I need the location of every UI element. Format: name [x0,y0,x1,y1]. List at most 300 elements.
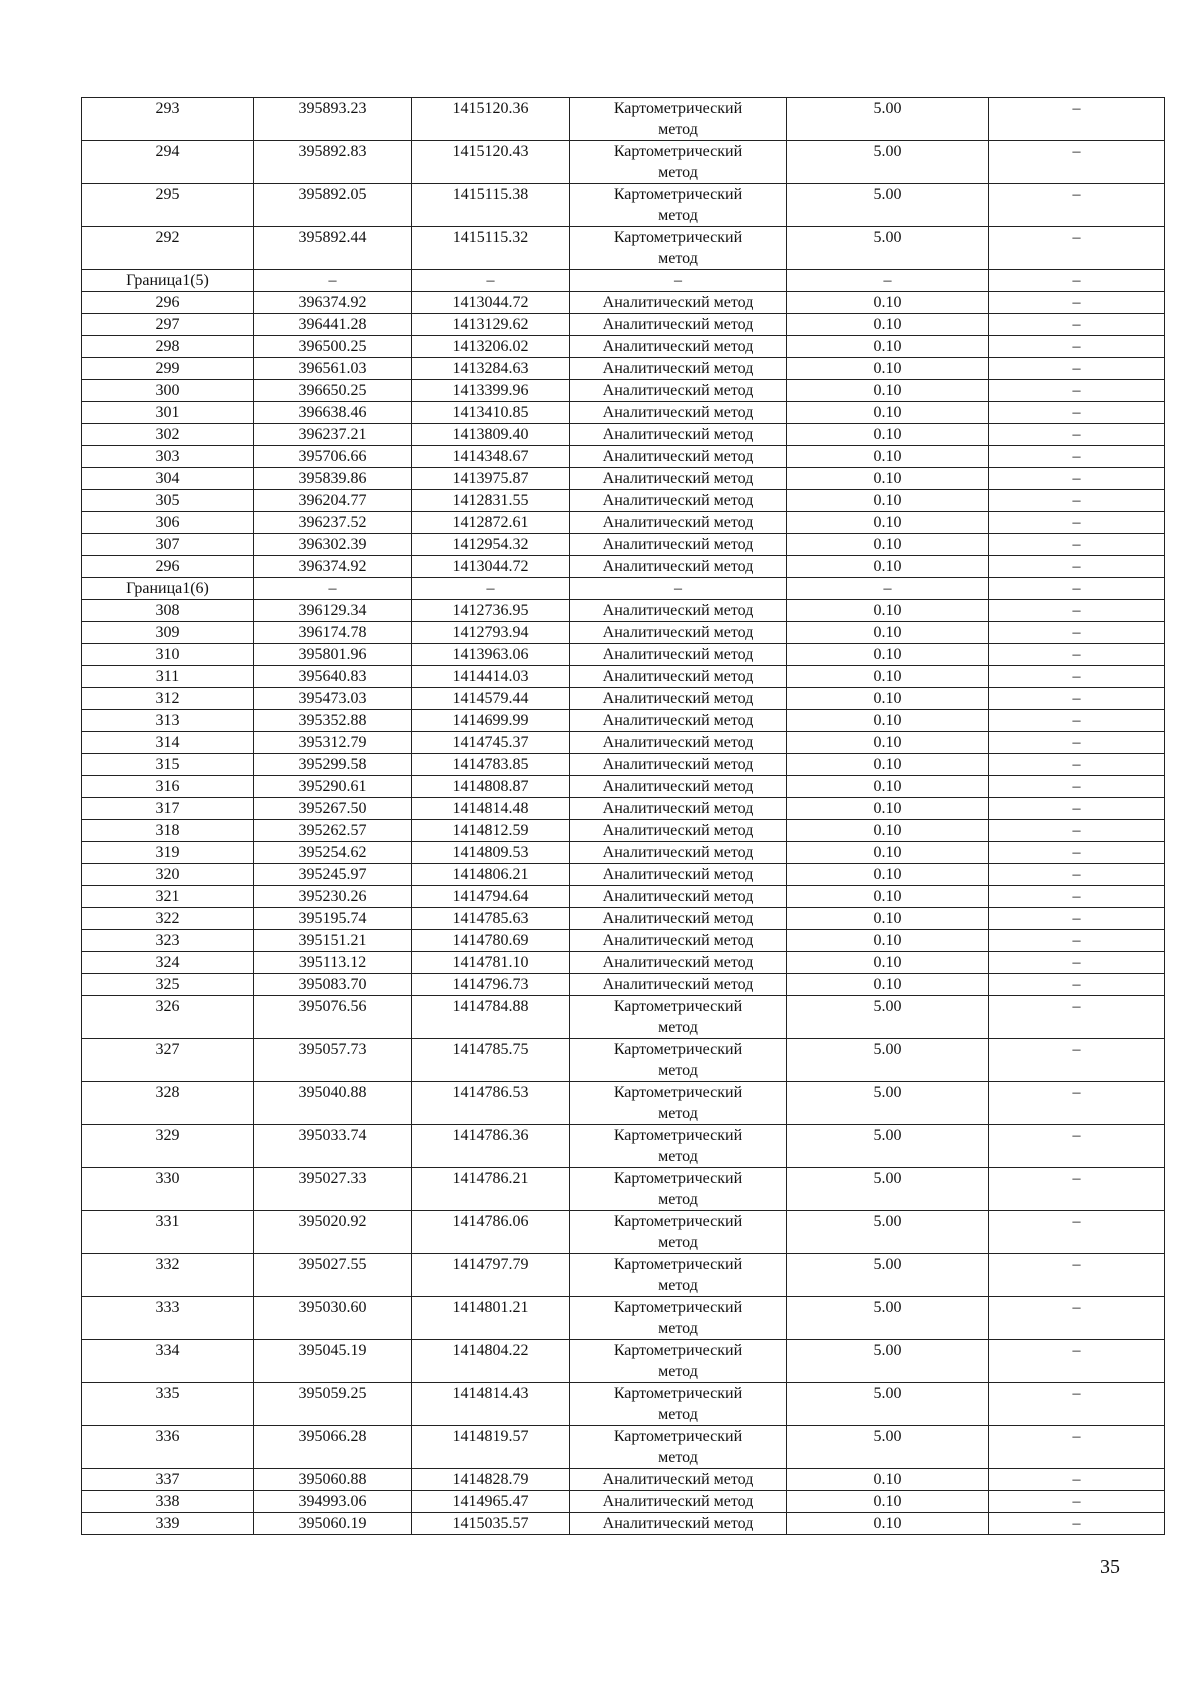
point-number-cell: 325 [82,974,254,996]
point-number-cell: 330 [82,1168,254,1211]
description-cell: – [989,1426,1165,1469]
x-coordinate-cell: 396204.77 [254,490,412,512]
point-number-cell: Граница1(5) [82,270,254,292]
x-coordinate-cell: 396302.39 [254,534,412,556]
y-coordinate-cell: 1412872.61 [412,512,570,534]
y-coordinate-cell: 1413975.87 [412,468,570,490]
x-coordinate-cell: 395299.58 [254,754,412,776]
table-row [82,402,1165,424]
y-coordinate-cell: 1414809.53 [412,842,570,864]
description-cell: – [989,710,1165,732]
point-number-cell: 332 [82,1254,254,1297]
method-cell: Аналитический метод [570,446,787,468]
y-coordinate-cell: 1414794.64 [412,886,570,908]
method-cell: Аналитический метод [570,864,787,886]
accuracy-cell: 5.00 [787,98,989,141]
description-cell: – [989,1297,1165,1340]
point-number-cell: 337 [82,1469,254,1491]
y-coordinate-cell: 1414780.69 [412,930,570,952]
x-coordinate-cell: 396374.92 [254,556,412,578]
accuracy-cell: 0.10 [787,864,989,886]
x-coordinate-cell: 396174.78 [254,622,412,644]
method-cell: Картометрический метод [570,1426,787,1469]
x-coordinate-cell: 396237.21 [254,424,412,446]
description-cell: – [989,1383,1165,1426]
x-coordinate-cell: 395060.19 [254,1513,412,1535]
method-cell: Аналитический метод [570,820,787,842]
point-number-cell: 313 [82,710,254,732]
point-number-cell: 320 [82,864,254,886]
table-row [82,1426,1165,1469]
accuracy-cell: 5.00 [787,1125,989,1168]
table-row [82,358,1165,380]
page-number: 35 [1100,1556,1120,1578]
accuracy-cell: 5.00 [787,227,989,270]
y-coordinate-cell: 1415115.38 [412,184,570,227]
method-cell: Картометрический метод [570,227,787,270]
table-row [82,1513,1165,1535]
table-row [82,1082,1165,1125]
x-coordinate-cell: 395040.88 [254,1082,412,1125]
method-cell: Картометрический метод [570,1168,787,1211]
y-coordinate-cell: 1413410.85 [412,402,570,424]
x-coordinate-cell: 395083.70 [254,974,412,996]
description-cell: – [989,1469,1165,1491]
table-row [82,578,1165,600]
x-coordinate-cell: 396650.25 [254,380,412,402]
description-cell: – [989,1513,1165,1535]
accuracy-cell: 0.10 [787,512,989,534]
table-row [82,820,1165,842]
y-coordinate-cell: 1414414.03 [412,666,570,688]
method-cell: Аналитический метод [570,886,787,908]
x-coordinate-cell: 395151.21 [254,930,412,952]
y-coordinate-cell: 1412831.55 [412,490,570,512]
method-cell: Аналитический метод [570,512,787,534]
method-cell: Аналитический метод [570,908,787,930]
x-coordinate-cell: 395027.55 [254,1254,412,1297]
description-cell: – [989,446,1165,468]
accuracy-cell: 0.10 [787,358,989,380]
method-cell: Картометрический метод [570,1211,787,1254]
x-coordinate-cell: 395113.12 [254,952,412,974]
method-cell: Аналитический метод [570,556,787,578]
method-cell: Аналитический метод [570,842,787,864]
x-coordinate-cell: 395352.88 [254,710,412,732]
accuracy-cell: 0.10 [787,622,989,644]
description-cell: – [989,864,1165,886]
description-cell: – [989,98,1165,141]
y-coordinate-cell: 1413206.02 [412,336,570,358]
point-number-cell: 305 [82,490,254,512]
table-row [82,446,1165,468]
y-coordinate-cell: 1412736.95 [412,600,570,622]
table-row [82,908,1165,930]
description-cell: – [989,600,1165,622]
table-row [82,864,1165,886]
x-coordinate-cell: 395027.33 [254,1168,412,1211]
point-number-cell: 304 [82,468,254,490]
description-cell: – [989,996,1165,1039]
table-row [82,534,1165,556]
y-coordinate-cell: 1414745.37 [412,732,570,754]
y-coordinate-cell: 1414796.73 [412,974,570,996]
accuracy-cell: 0.10 [787,798,989,820]
y-coordinate-cell: 1414348.67 [412,446,570,468]
x-coordinate-cell: 395892.05 [254,184,412,227]
point-number-cell: 301 [82,402,254,424]
description-cell: – [989,908,1165,930]
point-number-cell: 303 [82,446,254,468]
accuracy-cell: 5.00 [787,1039,989,1082]
method-cell: Аналитический метод [570,798,787,820]
description-cell: – [989,952,1165,974]
x-coordinate-cell: 396237.52 [254,512,412,534]
point-number-cell: 326 [82,996,254,1039]
method-cell: Аналитический метод [570,336,787,358]
method-cell: Аналитический метод [570,1491,787,1513]
accuracy-cell: 0.10 [787,292,989,314]
accuracy-cell: 0.10 [787,600,989,622]
y-coordinate-cell: 1414786.36 [412,1125,570,1168]
x-coordinate-cell: 395057.73 [254,1039,412,1082]
table-row [82,754,1165,776]
method-cell: Картометрический метод [570,1383,787,1426]
method-cell: Аналитический метод [570,710,787,732]
accuracy-cell: 0.10 [787,908,989,930]
table-row [82,1168,1165,1211]
point-number-cell: 319 [82,842,254,864]
point-number-cell: 335 [82,1383,254,1426]
x-coordinate-cell: 395030.60 [254,1297,412,1340]
point-number-cell: 322 [82,908,254,930]
method-cell: Аналитический метод [570,424,787,446]
point-number-cell: 296 [82,556,254,578]
point-number-cell: 308 [82,600,254,622]
point-number-cell: 310 [82,644,254,666]
accuracy-cell: 5.00 [787,1426,989,1469]
description-cell: – [989,402,1165,424]
method-cell: – [570,578,787,600]
table-row [82,600,1165,622]
point-number-cell: 306 [82,512,254,534]
method-cell: Аналитический метод [570,358,787,380]
description-cell: – [989,622,1165,644]
description-cell: – [989,1491,1165,1513]
x-coordinate-cell: 396441.28 [254,314,412,336]
table-row [82,314,1165,336]
y-coordinate-cell: – [412,578,570,600]
table-row [82,1469,1165,1491]
description-cell: – [989,798,1165,820]
description-cell: – [989,1254,1165,1297]
description-cell: – [989,820,1165,842]
y-coordinate-cell: 1415120.43 [412,141,570,184]
x-coordinate-cell: 395706.66 [254,446,412,468]
point-number-cell: 338 [82,1491,254,1513]
accuracy-cell: 0.10 [787,336,989,358]
method-cell: Аналитический метод [570,952,787,974]
description-cell: – [989,292,1165,314]
x-coordinate-cell: 395076.56 [254,996,412,1039]
method-cell: Аналитический метод [570,600,787,622]
y-coordinate-cell: 1414784.88 [412,996,570,1039]
y-coordinate-cell: 1414786.06 [412,1211,570,1254]
y-coordinate-cell: 1413044.72 [412,292,570,314]
y-coordinate-cell: 1414579.44 [412,688,570,710]
description-cell: – [989,886,1165,908]
point-number-cell: 328 [82,1082,254,1125]
table-body [82,98,1165,1535]
point-number-cell: 323 [82,930,254,952]
y-coordinate-cell: 1413963.06 [412,644,570,666]
accuracy-cell: 0.10 [787,754,989,776]
table-row [82,974,1165,996]
table-row [82,1125,1165,1168]
point-number-cell: 295 [82,184,254,227]
y-coordinate-cell: 1412954.32 [412,534,570,556]
accuracy-cell: 0.10 [787,886,989,908]
accuracy-cell: 5.00 [787,1297,989,1340]
description-cell: – [989,974,1165,996]
accuracy-cell: 5.00 [787,1168,989,1211]
description-cell: – [989,1039,1165,1082]
description-cell: – [989,227,1165,270]
table-row [82,1297,1165,1340]
accuracy-cell: 0.10 [787,952,989,974]
x-coordinate-cell: 395195.74 [254,908,412,930]
table-row [82,666,1165,688]
accuracy-cell: 0.10 [787,1469,989,1491]
description-cell: – [989,556,1165,578]
y-coordinate-cell: 1414812.59 [412,820,570,842]
y-coordinate-cell: 1414819.57 [412,1426,570,1469]
x-coordinate-cell: 395059.25 [254,1383,412,1426]
table-row [82,468,1165,490]
accuracy-cell: – [787,270,989,292]
description-cell: – [989,512,1165,534]
accuracy-cell: 5.00 [787,184,989,227]
x-coordinate-cell: 395020.92 [254,1211,412,1254]
y-coordinate-cell: 1415115.32 [412,227,570,270]
method-cell: Аналитический метод [570,732,787,754]
point-number-cell: 294 [82,141,254,184]
point-number-cell: 317 [82,798,254,820]
y-coordinate-cell: 1414781.10 [412,952,570,974]
point-number-cell: 300 [82,380,254,402]
accuracy-cell: 0.10 [787,732,989,754]
accuracy-cell: 0.10 [787,402,989,424]
accuracy-cell: 0.10 [787,688,989,710]
method-cell: Аналитический метод [570,380,787,402]
method-cell: Картометрический метод [570,184,787,227]
table-row [82,798,1165,820]
table-row [82,622,1165,644]
x-coordinate-cell: 395254.62 [254,842,412,864]
accuracy-cell: 0.10 [787,842,989,864]
y-coordinate-cell: 1413284.63 [412,358,570,380]
method-cell: Аналитический метод [570,930,787,952]
point-number-cell: 327 [82,1039,254,1082]
accuracy-cell: 0.10 [787,446,989,468]
table-row [82,556,1165,578]
method-cell: Аналитический метод [570,688,787,710]
description-cell: – [989,754,1165,776]
description-cell: – [989,732,1165,754]
point-number-cell: 334 [82,1340,254,1383]
table-row [82,1491,1165,1513]
point-number-cell: 339 [82,1513,254,1535]
description-cell: – [989,358,1165,380]
table-row [82,424,1165,446]
method-cell: Картометрический метод [570,996,787,1039]
point-number-cell: 299 [82,358,254,380]
x-coordinate-cell: 395290.61 [254,776,412,798]
point-number-cell: 293 [82,98,254,141]
description-cell: – [989,1340,1165,1383]
point-number-cell: 333 [82,1297,254,1340]
y-coordinate-cell: 1414814.43 [412,1383,570,1426]
accuracy-cell: 0.10 [787,490,989,512]
y-coordinate-cell: 1414806.21 [412,864,570,886]
method-cell: Аналитический метод [570,468,787,490]
table-row [82,886,1165,908]
table-row [82,930,1165,952]
table-row [82,227,1165,270]
description-cell: – [989,1125,1165,1168]
x-coordinate-cell: 395892.83 [254,141,412,184]
accuracy-cell: 0.10 [787,666,989,688]
accuracy-cell: 0.10 [787,820,989,842]
method-cell: Аналитический метод [570,1513,787,1535]
y-coordinate-cell: 1413399.96 [412,380,570,402]
x-coordinate-cell: – [254,270,412,292]
method-cell: Аналитический метод [570,490,787,512]
description-cell: – [989,688,1165,710]
accuracy-cell: 5.00 [787,1340,989,1383]
point-number-cell: Граница1(6) [82,578,254,600]
method-cell: Аналитический метод [570,1469,787,1491]
y-coordinate-cell: 1414785.63 [412,908,570,930]
description-cell: – [989,1211,1165,1254]
accuracy-cell: 0.10 [787,930,989,952]
point-number-cell: 318 [82,820,254,842]
description-cell: – [989,314,1165,336]
y-coordinate-cell: 1414808.87 [412,776,570,798]
accuracy-cell: 5.00 [787,141,989,184]
point-number-cell: 329 [82,1125,254,1168]
x-coordinate-cell: 395066.28 [254,1426,412,1469]
accuracy-cell: 0.10 [787,644,989,666]
description-cell: – [989,336,1165,358]
accuracy-cell: 5.00 [787,1211,989,1254]
table-row [82,512,1165,534]
description-cell: – [989,534,1165,556]
method-cell: Аналитический метод [570,666,787,688]
y-coordinate-cell: 1414783.85 [412,754,570,776]
y-coordinate-cell: 1415120.36 [412,98,570,141]
description-cell: – [989,1082,1165,1125]
point-number-cell: 315 [82,754,254,776]
method-cell: Аналитический метод [570,314,787,336]
y-coordinate-cell: 1414797.79 [412,1254,570,1297]
accuracy-cell: 0.10 [787,534,989,556]
table-row [82,184,1165,227]
coordinates-table [81,97,1165,1535]
method-cell: Аналитический метод [570,622,787,644]
point-number-cell: 312 [82,688,254,710]
point-number-cell: 316 [82,776,254,798]
method-cell: Картометрический метод [570,98,787,141]
x-coordinate-cell: 396129.34 [254,600,412,622]
x-coordinate-cell: 394993.06 [254,1491,412,1513]
accuracy-cell: 0.10 [787,556,989,578]
table-row [82,842,1165,864]
description-cell: – [989,776,1165,798]
accuracy-cell: 0.10 [787,314,989,336]
y-coordinate-cell: 1414786.21 [412,1168,570,1211]
description-cell: – [989,644,1165,666]
point-number-cell: 302 [82,424,254,446]
point-number-cell: 296 [82,292,254,314]
method-cell: Картометрический метод [570,1340,787,1383]
x-coordinate-cell: 395473.03 [254,688,412,710]
point-number-cell: 309 [82,622,254,644]
x-coordinate-cell: 396561.03 [254,358,412,380]
table-row [82,710,1165,732]
accuracy-cell: 0.10 [787,468,989,490]
table-row [82,141,1165,184]
y-coordinate-cell: 1413129.62 [412,314,570,336]
description-cell: – [989,380,1165,402]
description-cell: – [989,578,1165,600]
y-coordinate-cell: 1414965.47 [412,1491,570,1513]
accuracy-cell: 0.10 [787,380,989,402]
accuracy-cell: 0.10 [787,424,989,446]
y-coordinate-cell: 1413044.72 [412,556,570,578]
method-cell: Картометрический метод [570,141,787,184]
method-cell: – [570,270,787,292]
method-cell: Картометрический метод [570,1254,787,1297]
x-coordinate-cell: 395892.44 [254,227,412,270]
point-number-cell: 298 [82,336,254,358]
method-cell: Картометрический метод [570,1082,787,1125]
point-number-cell: 292 [82,227,254,270]
point-number-cell: 307 [82,534,254,556]
accuracy-cell: 0.10 [787,1491,989,1513]
accuracy-cell: 0.10 [787,776,989,798]
x-coordinate-cell: 395045.19 [254,1340,412,1383]
y-coordinate-cell: 1414699.99 [412,710,570,732]
table-row [82,336,1165,358]
accuracy-cell: 0.10 [787,710,989,732]
y-coordinate-cell: 1414785.75 [412,1039,570,1082]
y-coordinate-cell: 1414801.21 [412,1297,570,1340]
y-coordinate-cell: – [412,270,570,292]
x-coordinate-cell: 395893.23 [254,98,412,141]
y-coordinate-cell: 1412793.94 [412,622,570,644]
accuracy-cell: 5.00 [787,1254,989,1297]
accuracy-cell: – [787,578,989,600]
y-coordinate-cell: 1414804.22 [412,1340,570,1383]
x-coordinate-cell: – [254,578,412,600]
table-row [82,1211,1165,1254]
description-cell: – [989,141,1165,184]
point-number-cell: 331 [82,1211,254,1254]
point-number-cell: 324 [82,952,254,974]
y-coordinate-cell: 1414814.48 [412,798,570,820]
method-cell: Картометрический метод [570,1297,787,1340]
